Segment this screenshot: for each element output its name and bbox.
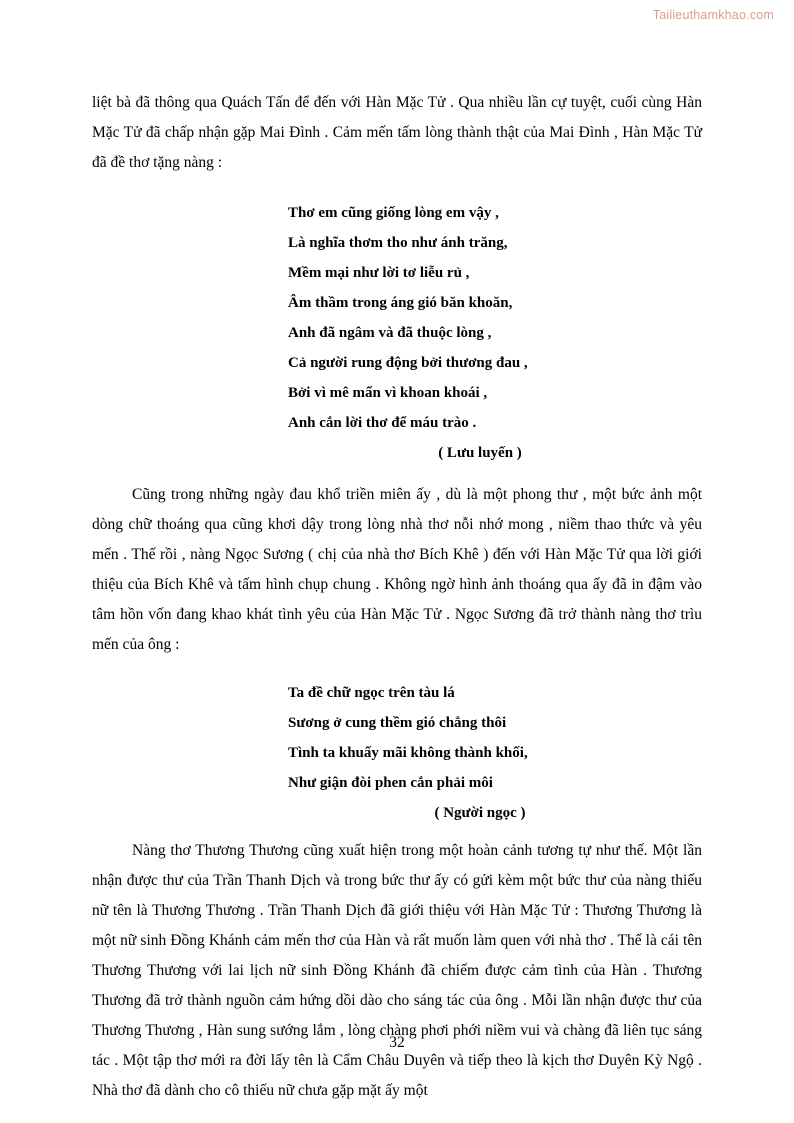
poem-line: Mềm mại như lời tơ liễu rủ , bbox=[288, 265, 470, 281]
paragraph-2: Cũng trong những ngày đau khổ triền miên ấy , dù là một phong thư , một bức ảnh một dòng chữ thoáng qua cũng khơi dậy trong lòng nhà thơ nỗi nhớ mong , niềm thao thức và yêu mến . Thế rồi , nàng Ngọc Sương ( chị của nhà thơ Bích Khê ) đến với Hàn Mặc Tử qua lời giới thiệu của Bích Khê và tấm hình chụp chung . Không ngờ hình ảnh thoáng qua ấy đã in đậm vào tâm hồn vốn đang khao khát tình yêu của Hàn Mặc Tử . Ngọc Sương đã trở thành nàng thơ trìu mến của ông : bbox=[92, 486, 702, 653]
poem-line: Như giận đòi phen cắn phải môi bbox=[288, 775, 493, 791]
page-content bbox=[92, 88, 702, 1106]
poem-line: Anh cắn lời thơ để máu trào . bbox=[288, 415, 477, 431]
poem-line: Sương ở cung thềm gió chẳng thôi bbox=[288, 715, 507, 731]
poem-line: Cả người rung động bởi thương đau , bbox=[288, 355, 528, 371]
poem-line: Ta đề chữ ngọc trên tàu lá bbox=[288, 685, 455, 701]
watermark-text: Tailieuthamkhao.com bbox=[652, 8, 774, 22]
poem-source-title: ( Người ngọc ) bbox=[434, 805, 526, 821]
poem-line: Thơ em cũng giống lòng em vậy , bbox=[288, 205, 499, 221]
page-number: 32 bbox=[389, 1034, 405, 1051]
paragraph-1: liệt bà đã thông qua Quách Tấn để đến với Hàn Mặc Tử . Qua nhiều lần cự tuyệt, cuối cùng Hàn Mặc Tử đã chấp nhận gặp Mai Đình . Cảm mến tấm lòng thành thật của Mai Đình , Hàn Mặc Tử đã đề thơ tặng nàng : bbox=[92, 94, 702, 171]
poem-line: Âm thầm trong áng gió băn khoăn, bbox=[288, 295, 513, 311]
poem-line: Anh đã ngâm và đã thuộc lòng , bbox=[288, 325, 492, 341]
paragraph-3: Nàng thơ Thương Thương cũng xuất hiện trong một hoàn cảnh tương tự như thế. Một lần nhận được thư của Trần Thanh Dịch và trong bức thư ấy có gửi kèm một bức thư của nàng thiếu nữ tên là Thương Thương . Trần Thanh Dịch đã giới thiệu với Hàn Mặc Tử : Thương Thương là một nữ sinh Đồng Khánh cảm mến thơ của Hàn và rất muốn làm quen với nhà thơ . Thế là cái tên Thương Thương với lai lịch nữ sinh Đồng Khánh đã chiếm được cảm tình của Hàn . Thương Thương đã trở thành nguồn cảm hứng dồi dào cho sáng tác của ông . Mỗi lần nhận được thư của Thương Thương , Hàn sung sướng lắm , lòng chàng phơi phới niềm vui và chàng đã liên tục sáng tác . Một tập thơ mới ra đời lấy tên là Cẩm Châu Duyên và tiếp theo là kịch thơ Duyên Kỳ Ngộ . Nhà thơ đã dành cho cô thiếu nữ chưa gặp mặt ấy một bbox=[92, 842, 702, 1099]
poem-block-1 bbox=[92, 198, 702, 468]
poem-line: Là nghĩa thơm tho như ánh trăng, bbox=[288, 235, 508, 251]
poem-line: Bởi vì mê mẩn vì khoan khoái , bbox=[288, 385, 488, 401]
poem-line: Tình ta khuấy mãi không thành khối, bbox=[288, 745, 528, 761]
poem-source-title: ( Lưu luyến ) bbox=[438, 445, 522, 461]
poem-block-2 bbox=[92, 678, 702, 828]
